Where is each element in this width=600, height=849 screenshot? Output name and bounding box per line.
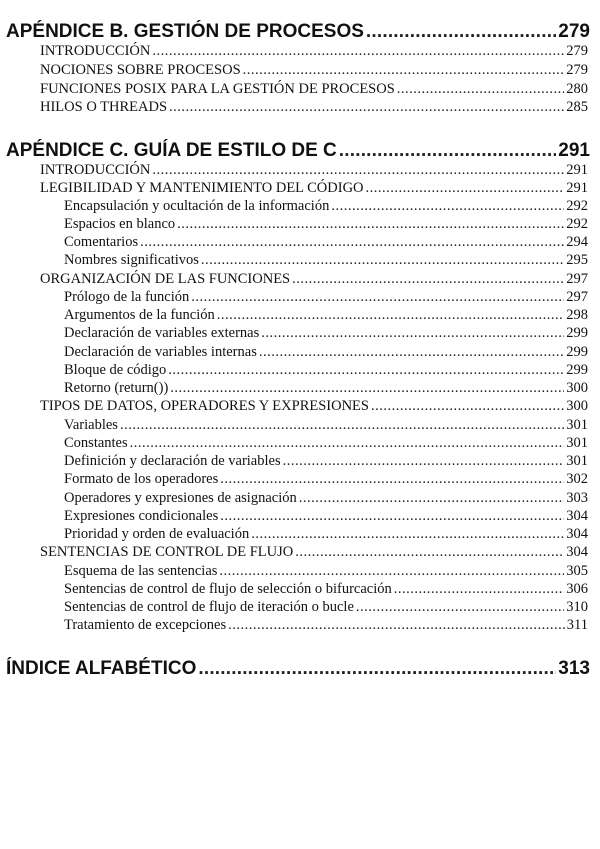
entry-title: INTRODUCCIÓN [40,43,151,59]
entry-title: Retorno (return()) [64,380,169,396]
dot-leader [259,343,564,361]
entry-title: SENTENCIAS DE CONTROL DE FLUJO [40,544,294,560]
dot-leader [170,379,564,397]
page-number: 301 [566,417,588,433]
toc-entry [64,580,588,598]
dot-leader [228,616,565,634]
dot-leader [283,452,565,470]
entry-title: Formato de los operadores [64,471,219,487]
section-title: APÉNDICE B. GESTIÓN DE PROCESOS [6,21,364,42]
section-title: APÉNDICE C. GUÍA DE ESTILO DE C [6,140,337,161]
toc-entry [64,452,588,470]
entry-title: Nombres significativos [64,252,199,268]
page-number: 299 [566,344,588,360]
dot-leader [292,270,564,288]
page-number: 279 [566,62,588,78]
toc-entry [64,379,588,397]
entry-title: Declaración de variables externas [64,325,260,341]
toc-entry [40,397,588,415]
page-number: 304 [566,544,588,560]
entry-title: Prólogo de la función [64,289,190,305]
dot-leader [152,42,564,60]
toc-entry [64,361,588,379]
page-number: 280 [566,81,588,97]
dot-leader [261,324,564,342]
dot-leader [198,657,556,681]
dot-leader [140,233,564,251]
page-number: 301 [566,435,588,451]
page-number: 311 [566,617,588,633]
dot-leader [201,251,564,269]
dot-leader [169,98,564,116]
entry-title: Tratamiento de excepciones [64,617,227,633]
dot-leader [152,161,564,179]
entry-title: HILOS O THREADS [40,99,168,115]
page-number: 291 [566,180,588,196]
dot-leader [356,598,564,616]
dot-leader [220,507,564,525]
entry-title: Argumentos de la función [64,307,215,323]
entry-title: Prioridad y orden de evaluación [64,526,250,542]
page-number: 292 [566,198,588,214]
dot-leader [366,179,565,197]
entry-title: Operadores y expresiones de asignación [64,490,297,506]
page-number: 310 [566,599,588,615]
dot-leader [371,397,564,415]
dot-leader [217,306,565,324]
toc-entry [40,61,588,79]
page-number: 279 [566,43,588,59]
entry-title: Definición y declaración de variables [64,453,281,469]
dot-leader [295,543,564,561]
toc-entry [64,489,588,507]
page-number: 304 [566,526,588,542]
entry-title: Variables [64,417,118,433]
page-number: 301 [566,453,588,469]
toc-entry [64,416,588,434]
page-number: 295 [566,252,588,268]
dot-leader [397,80,564,98]
toc-entry [40,270,588,288]
toc-entry [64,324,588,342]
toc-entry [64,598,588,616]
entry-title: Sentencias de control de flujo de selección o bifurcación [64,581,392,597]
toc-entry [40,98,588,116]
dot-leader [339,139,557,163]
page-number: 279 [558,21,590,42]
page-number: 306 [566,581,588,597]
entry-title: Sentencias de control de flujo de iteración o bucle [64,599,354,615]
dot-leader [177,215,564,233]
toc-entry [64,434,588,452]
page-number: 297 [566,271,588,287]
toc-entry [64,197,588,215]
toc-entry [64,251,588,269]
page-number: 299 [566,362,588,378]
toc-entry [64,288,588,306]
dot-leader [394,580,565,598]
page-number: 300 [566,380,588,396]
toc-section-appendix-b [6,20,590,44]
toc-entry [40,543,588,561]
toc-entry [64,525,588,543]
dot-leader [243,61,565,79]
page-number: 291 [566,162,588,178]
dot-leader [191,288,564,306]
toc-entry [40,179,588,197]
dot-leader [366,20,556,44]
dot-leader [120,416,564,434]
toc-entry [40,161,588,179]
entry-title: LEGIBILIDAD Y MANTENIMIENTO DEL CÓDIGO [40,180,364,196]
dot-leader [219,562,564,580]
page-number: 299 [566,325,588,341]
section-title: ÍNDICE ALFABÉTICO [6,658,197,679]
page-number: 304 [566,508,588,524]
page-number: 297 [566,289,588,305]
entry-title: Declaración de variables internas [64,344,257,360]
dot-leader [299,489,565,507]
entry-title: Constantes [64,435,128,451]
page-number: 291 [558,140,590,161]
toc-entry [64,470,588,488]
page-number: 285 [566,99,588,115]
dot-leader [220,470,564,488]
toc-section-index [6,657,590,681]
page-number: 294 [566,234,588,250]
page-number: 303 [566,490,588,506]
toc-entry [64,616,588,634]
page-number: 292 [566,216,588,232]
entry-title: Encapsulación y ocultación de la información [64,198,330,214]
toc-entry [64,306,588,324]
entry-title: Bloque de código [64,362,167,378]
page-number: 302 [566,471,588,487]
page-number: 305 [566,563,588,579]
page-number: 300 [566,398,588,414]
toc-entry [64,215,588,233]
dot-leader [168,361,564,379]
dot-leader [331,197,564,215]
toc-entry [40,80,588,98]
entry-title: FUNCIONES POSIX PARA LA GESTIÓN DE PROCESOS [40,81,395,97]
toc-entry [64,343,588,361]
entry-title: Comentarios [64,234,139,250]
toc-entry [40,42,588,60]
entry-title: Expresiones condicionales [64,508,219,524]
entry-title: INTRODUCCIÓN [40,162,151,178]
dot-leader [251,525,564,543]
entry-title: Esquema de las sentencias [64,563,218,579]
entry-title: Espacios en blanco [64,216,176,232]
page-number: 313 [558,658,590,679]
entry-title: ORGANIZACIÓN DE LAS FUNCIONES [40,271,291,287]
dot-leader [130,434,565,452]
page-number: 298 [566,307,588,323]
toc-section-appendix-c [6,139,590,163]
toc-entry [64,507,588,525]
entry-title: NOCIONES SOBRE PROCESOS [40,62,241,78]
entry-title: TIPOS DE DATOS, OPERADORES Y EXPRESIONES [40,398,369,414]
toc-entry [64,562,588,580]
toc-entry [64,233,588,251]
